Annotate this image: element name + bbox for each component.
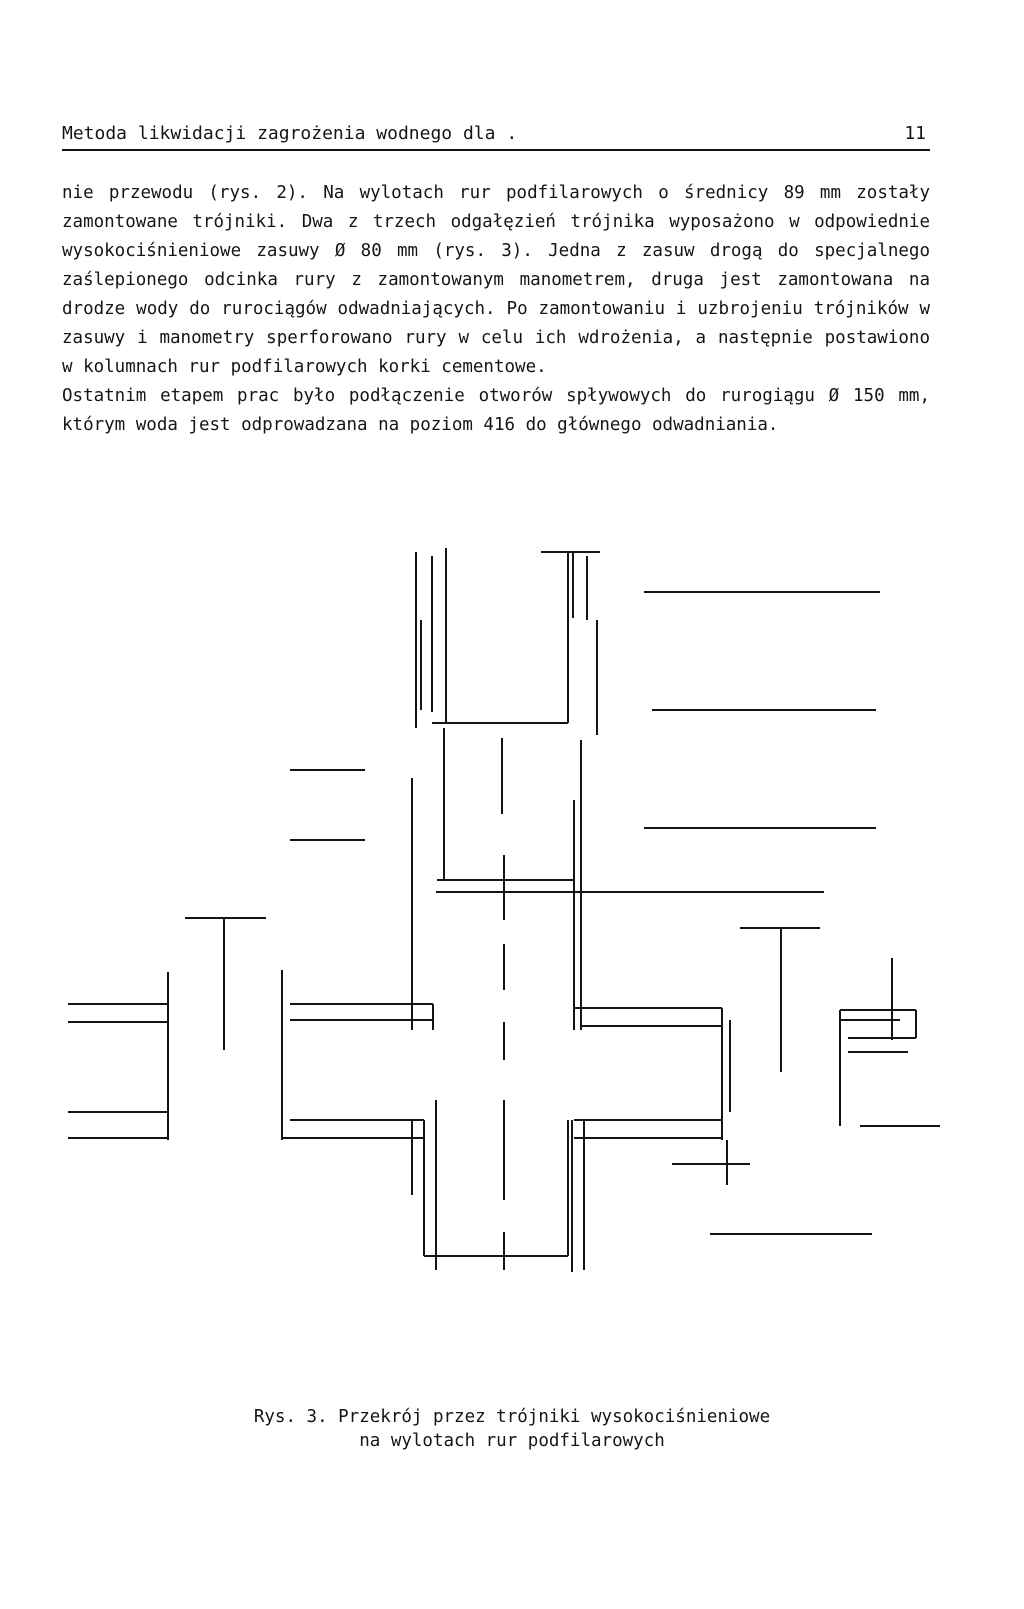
page-number: 11	[904, 123, 926, 144]
caption-line-1: Rys. 3. Przekrój przez trójniki wysokociśnieniowe	[253, 1407, 771, 1427]
running-header	[62, 119, 930, 151]
pipe-tee-diagram	[0, 540, 1024, 1280]
running-title: Metoda likwidacji zagrożenia wodnego dla .	[62, 123, 518, 144]
body-text	[62, 179, 930, 440]
paragraph: nie przewodu (rys. 2). Na wylotach rur podfilarowych o średnicy 89 mm zostały zamontowane trójniki. Dwa z trzech odgałęzień trójnika wyposażono w odpowiednie wysokociśnieniowe zasuwy Ø 80 mm (rys. 3). Jedna z zasuw drogą do specjalnego zaślepionego odcinka rury z zamontowanym manometrem, druga jest zamontowana na drodze wody do rurociągów odwadniających. Po zamontowaniu i uzbrojeniu trójników w zasuwy i manometry sperforowano rury w celu ich wdrożenia, a następnie postawiono w kolumnach rur podfilarowych korki cementowe.	[62, 183, 930, 377]
caption-line-2: na wylotach rur podfilarowych	[359, 1431, 665, 1451]
pipe-tee-cross-section-figure	[0, 540, 1024, 1280]
figure-caption	[0, 1405, 1024, 1453]
paragraph: Ostatnim etapem prac było podłączenie otworów spływowych do rurogiągu Ø 150 mm, którym woda jest odprowadzana na poziom 416 do głównego odwadniania.	[62, 386, 930, 435]
